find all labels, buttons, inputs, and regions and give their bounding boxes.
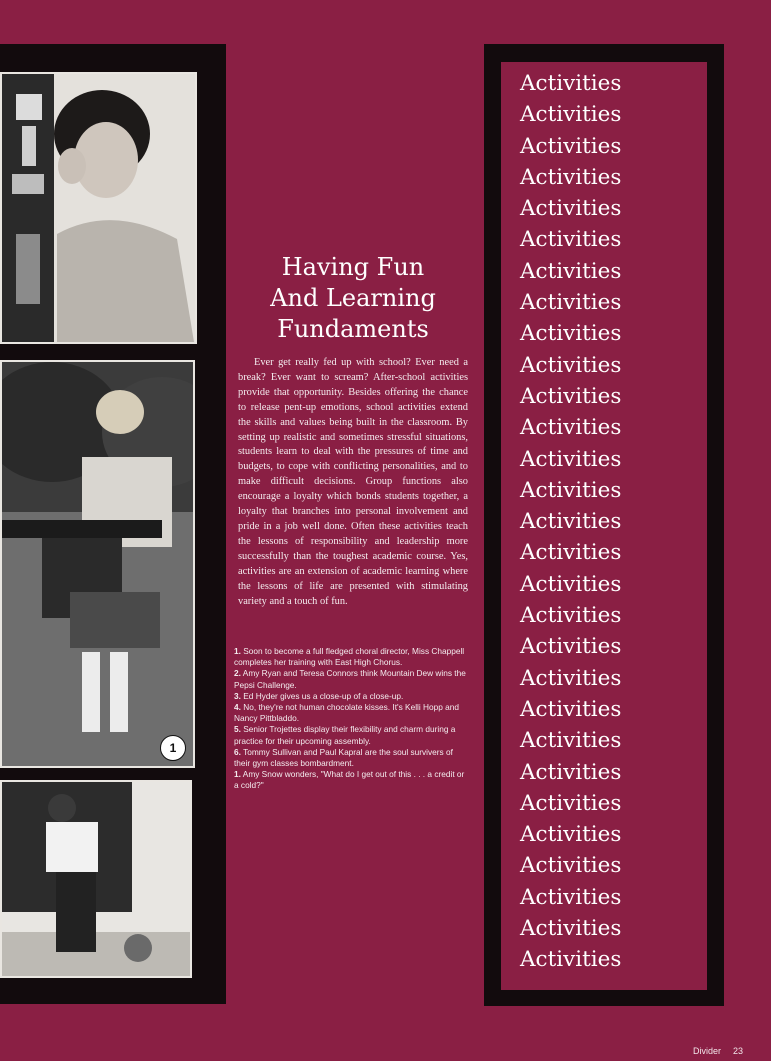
activities-word: Activities — [520, 383, 622, 409]
photo-girl-smiling — [0, 72, 197, 344]
caption-item: 1. Amy Snow wonders, "What do I get out of this . . . a credit or a cold?" — [234, 769, 465, 791]
caption-item: 4. No, they're not human chocolate kisses. It's Kelli Hopp and Nancy Pittbladdo. — [234, 702, 460, 724]
activities-word: Activities — [520, 321, 622, 347]
activities-word: Activities — [520, 509, 622, 535]
activities-word: Activities — [520, 853, 622, 879]
caption-item: 5. Senior Trojettes display their flexibility and charm during a practice for their upcoming assembly. — [234, 724, 456, 746]
activities-word-list — [520, 68, 690, 976]
photo-number-badge: 1 — [160, 735, 186, 761]
activities-word: Activities — [520, 446, 622, 472]
activities-word: Activities — [520, 603, 622, 629]
page-footer — [693, 1046, 743, 1056]
heading-line-3: Fundaments — [277, 315, 429, 343]
footer-section: Divider — [692, 1046, 721, 1056]
photo-girl-xylophone — [0, 360, 195, 768]
activities-word: Activities — [520, 728, 622, 754]
heading-line-1: Having Fun — [281, 253, 425, 281]
activities-word: Activities — [520, 947, 622, 973]
caption-item: 2. Amy Ryan and Teresa Connors think Mountain Dew wins the Pepsi Challenge. — [234, 668, 466, 690]
intro-paragraph: Ever get really fed up with school? Ever need a break? Ever want to scream? After-school activities provide that opportunity. Besides offering the chance to release pent-up emotions, school activities extend the skills and values being built in the classroom. By setting up realistic and sometimes stressful situations, students learn to deal with the pressures of time and budgets, to cope with conflicting personalities, and to make difficult decisions. Group functions also encourage a loyalty which bonds students together, a loyalty that branches into personal involvement and pride in a job well done. Often these activities teach the lessons of responsibility and leadership more successfully than the toughest academic course. Yes, activities are an extension of academic learning where the lessons of life are presented with stimulating variety and a touch of fun. — [238, 357, 468, 607]
activities-word: Activities — [520, 790, 622, 816]
activities-word: Activities — [520, 759, 622, 785]
activities-word: Activities — [520, 227, 622, 253]
caption-item: 1. Soon to become a full fledged choral director, Miss Chappell completes her training with East High Chorus. — [234, 646, 465, 668]
activities-word: Activities — [520, 571, 622, 597]
activities-word: Activities — [520, 102, 622, 128]
activities-word: Activities — [520, 540, 622, 566]
footer-page-number: 23 — [732, 1046, 743, 1056]
caption-item: 3. Ed Hyder gives us a close-up of a close-up. — [234, 690, 404, 701]
photo-bowling-student — [0, 780, 192, 978]
activities-word: Activities — [520, 822, 622, 848]
page-heading — [244, 252, 462, 345]
activities-word: Activities — [520, 352, 622, 378]
activities-word: Activities — [520, 916, 622, 942]
activities-word: Activities — [520, 290, 622, 316]
activities-word: Activities — [520, 258, 622, 284]
caption-item: 6. Tommy Sullivan and Paul Kapral are the soul survivers of their gym classes bombardment. — [234, 746, 453, 769]
activities-word: Activities — [520, 634, 622, 660]
activities-word: Activities — [520, 477, 622, 503]
photo-captions — [234, 646, 468, 792]
activities-word: Activities — [520, 696, 622, 722]
activities-word: Activities — [520, 196, 622, 222]
activities-word: Activities — [520, 164, 622, 190]
activities-word: Activities — [520, 71, 622, 96]
activities-word: Activities — [520, 665, 622, 691]
activities-word: Activities — [520, 884, 622, 910]
activities-word: Activities — [520, 415, 622, 441]
heading-line-2: And Learning — [270, 284, 436, 312]
activities-word: Activities — [520, 133, 622, 159]
